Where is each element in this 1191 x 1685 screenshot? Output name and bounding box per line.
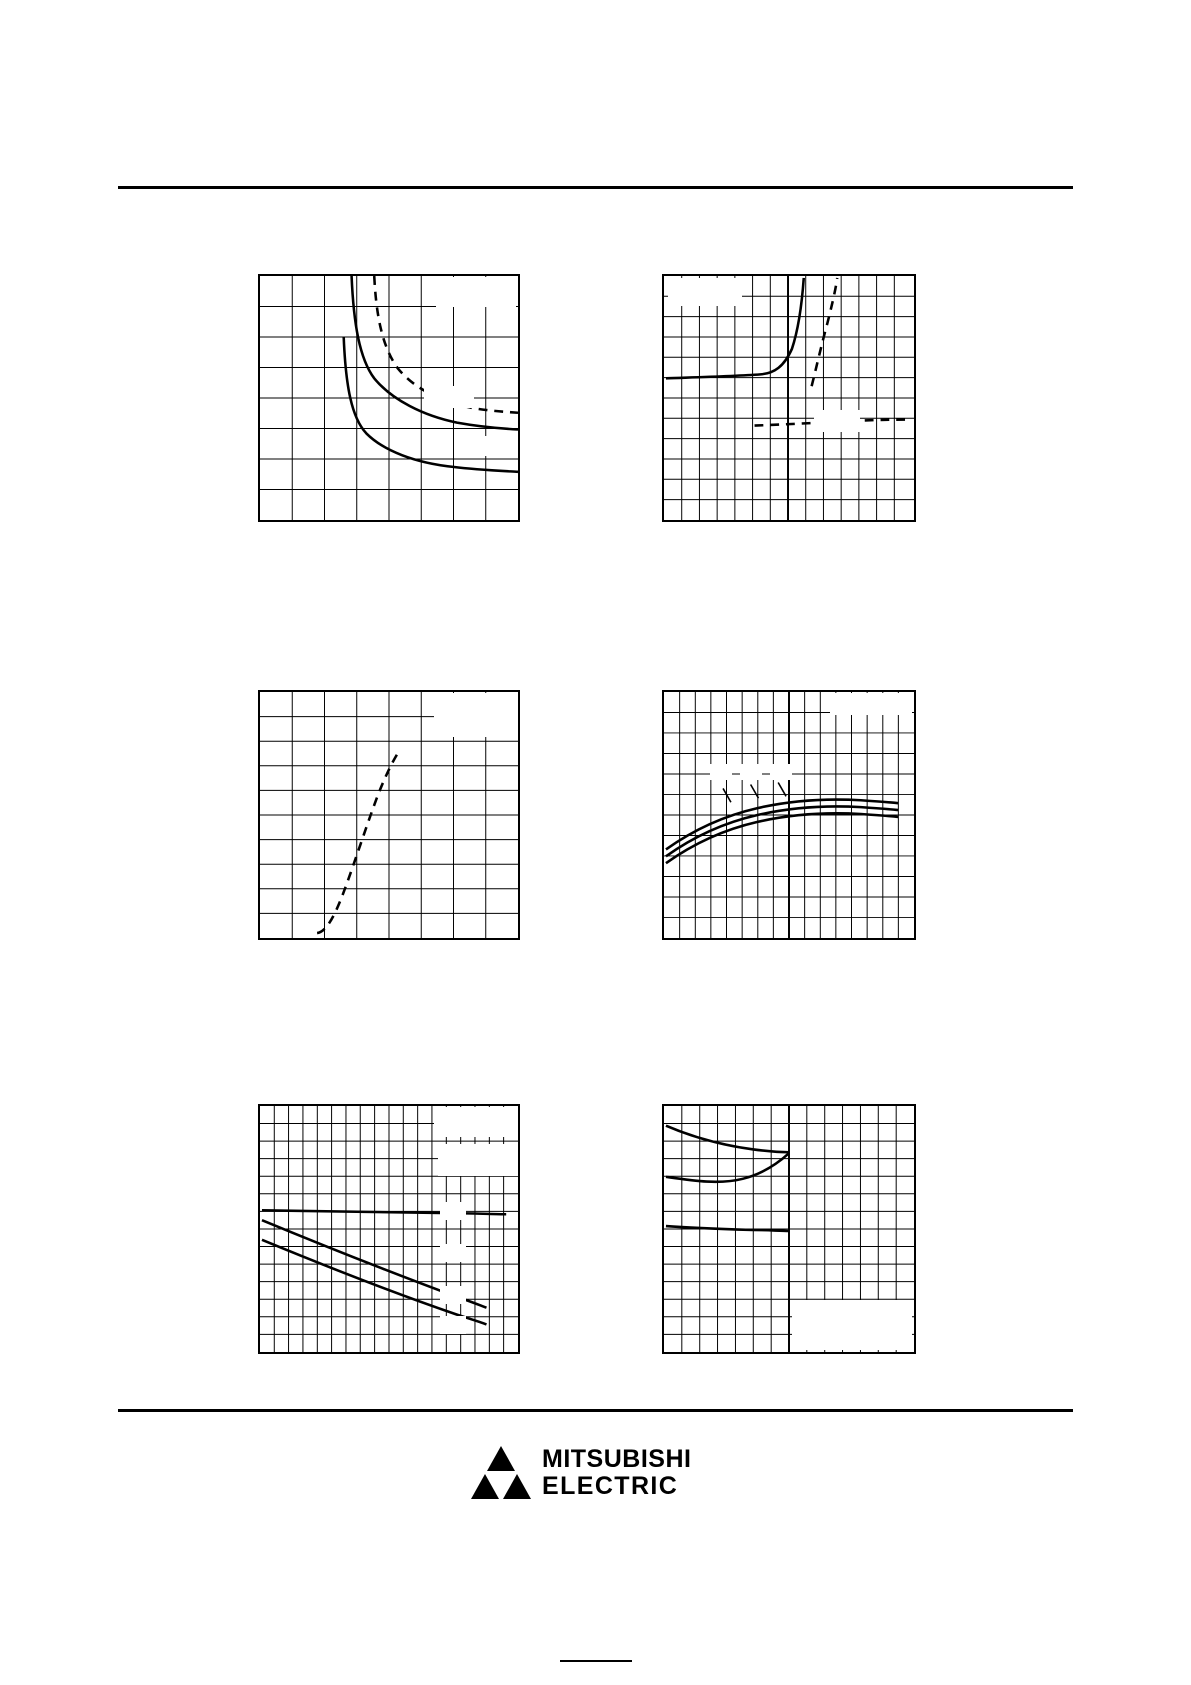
fig5-legend-box — [434, 1107, 518, 1137]
chart-fig3 — [258, 690, 520, 940]
fig4-legend-box — [830, 693, 912, 715]
fig1-svg — [260, 276, 518, 520]
chart-fig5 — [258, 1104, 520, 1354]
page-number-rule — [560, 1660, 632, 1662]
fig5-value-1 — [440, 1202, 466, 1220]
fig2-legend-box — [668, 278, 742, 306]
fig6-legend-box — [792, 1300, 912, 1350]
header-rule — [118, 186, 1073, 189]
plot-area-fig4 — [662, 690, 916, 940]
fig5-value-4 — [440, 1316, 466, 1334]
chart-fig1 — [258, 274, 520, 522]
chart-fig6 — [662, 1104, 916, 1354]
fig5-value-3 — [440, 1286, 466, 1304]
fig5-value-2 — [440, 1244, 466, 1262]
brand-line-2: ELECTRIC — [542, 1472, 679, 1500]
fig1-legend-box — [436, 277, 516, 307]
fig3-legend-box — [434, 693, 518, 737]
mitsubishi-three-diamonds-icon — [470, 1444, 532, 1500]
fig2-svg — [664, 276, 914, 520]
plot-area-fig5 — [258, 1104, 520, 1354]
chart-fig4 — [662, 690, 916, 940]
fig4-annotation-2 — [740, 764, 762, 780]
three-diamonds-svg — [470, 1444, 532, 1500]
fig1-inner-label — [424, 386, 474, 408]
brand-logo — [470, 1440, 730, 1510]
fig5-svg — [260, 1106, 518, 1352]
chart-fig2 — [662, 274, 916, 522]
plot-area-fig2 — [662, 274, 916, 522]
footer-rule-line — [118, 1409, 1073, 1412]
fig1-value-label — [484, 436, 518, 456]
brand-wordmark — [542, 1446, 691, 1500]
brand-line-1: MITSUBISHI — [542, 1445, 692, 1473]
fig4-svg — [664, 692, 914, 938]
fig4-annotation-3 — [770, 764, 792, 780]
fig5-note-box — [438, 1144, 518, 1176]
fig2-inner-label — [814, 410, 860, 432]
fig4-annotation-1 — [710, 764, 732, 780]
plot-area-fig1 — [258, 274, 520, 522]
